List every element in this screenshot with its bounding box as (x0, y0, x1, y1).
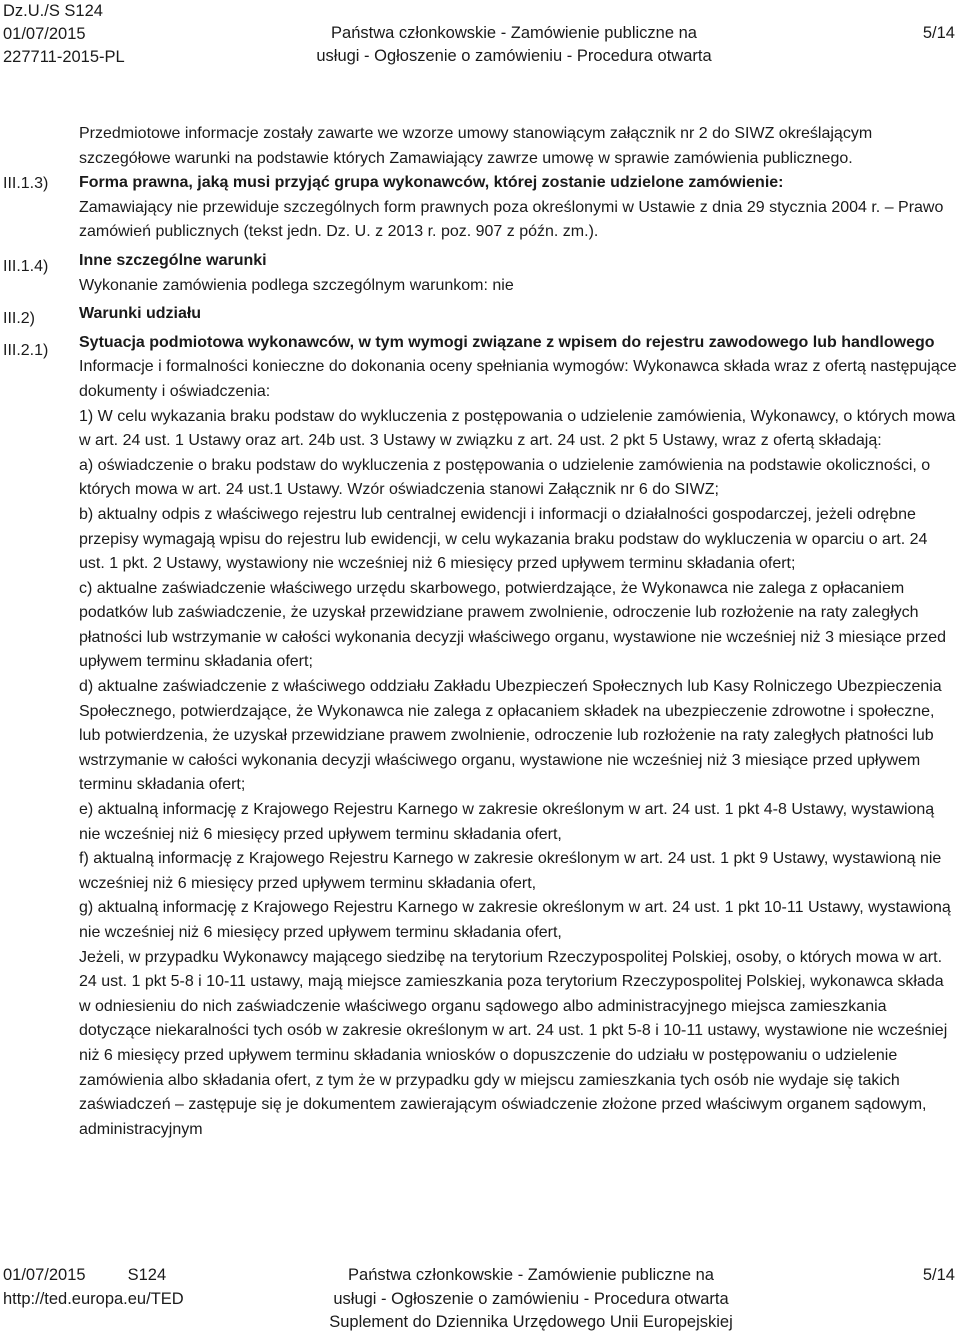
situation-paragraph: Jeżeli, w przypadku Wykonawcy mającego siedzibę na terytorium Rzeczypospolitej Polskiej, osoby, o których mowa w art. 24 ust. 1 pkt 5-8 i 10-11 ustawy, mają miejsce zamieszkania poza terytorium Rzeczypospolitej Polskiej, wykonawca składa w odniesieniu do nich zaświadczenie właściwego organu sądowego albo administracyjnego miejsca zamieszkania dotyczące niekaralności tych osób w zakresie określonym w art. 24 ust. 1 pkt 5-8 i 10-11 ustawy, wystawione nie wcześniej niż 6 miesięcy przed upływem terminu składania wniosków o dopuszczenie do udziału w postępowaniu o udzielenie zamówienia albo składania ofert, z tym że w przypadku gdy w miejscu zamieszkania tych osób nie wydaje się takich zaświadczeń – zastępuje się je dokumentem zawierającym oświadczenie złożone przed właściwym organem sądowym, administracyjnym (79, 948, 948, 1138)
section-number: III.1.4) (3, 258, 49, 275)
section-number: III.2.1) (3, 342, 49, 359)
section-number: III.1.3) (3, 175, 49, 192)
footer-page-number: 5/14 (922, 1266, 955, 1284)
footer-series: S124 (127, 1266, 167, 1284)
situation-heading: Sytuacja podmiotowa wykonawców, w tym wymogi związane z wpisem do rejestru zawodowego lub handlowego (79, 333, 935, 351)
situation-paragraph: b) aktualny odpis z właściwego rejestru lub centralnej ewidencji i informacji o działalności gospodarczej, jeżeli odrębne przepisy wymagają wpisu do rejestru lub ewidencji, w celu wykazania braku podstaw do wykluczenia w oparciu o art. 24 ust. 1 pkt. 2 Ustawy, wystawiony nie wcześniej niż 6 miesięcy przed upływem terminu składania ofert; (79, 505, 928, 573)
situation-paragraph: d) aktualne zaświadczenie z właściwego oddziału Zakładu Ubezpieczeń Społecznych lub Kasy Rolniczego Ubezpieczenia Społecznego, potwierdzające, że Wykonawca nie zalega z opłacaniem składek na ubezpieczenie zdrowotne i społeczne, lub potwierdzenia, że uzyskał przewidziane prawem zwolnienie, odroczenie lub rozłożenie na raty zaległych płatności lub wstrzymanie w całości wykonania decyzji właściwego organu, wystawione nie wcześniej niż 3 miesiące przed upływem terminu składania ofert; (79, 678, 942, 794)
footer-date: 01/07/2015 (3, 1266, 86, 1284)
legal-form-heading: Forma prawna, jaką musi przyjąć grupa wykonawców, której zostanie udzielone zamówienie: (79, 174, 784, 192)
situation-paragraph: Informacje i formalności konieczne do dokonania oceny spełniania wymogów: Wykonawca składa wraz z ofertą następujące dokumenty i oświadczenia: (79, 358, 957, 400)
other-conditions-text: Wykonanie zamówienia podlega szczególnym warunkom: nie (79, 276, 514, 294)
header-page-number: 5/14 (922, 24, 955, 42)
other-conditions-heading: Inne szczególne warunki (79, 251, 267, 269)
header-doc-info (3, 0, 125, 69)
footer-title-line2: usługi - Ogłoszenie o zamówieniu - Procedura otwarta (333, 1289, 729, 1308)
section-number: III.2) (3, 310, 36, 327)
legal-form-text: Zamawiający nie przewiduje szczególnych form prawnych poza określonymi w Ustawie z dnia 29 stycznia 2004 r. – Prawo zamówień publicznych (tekst jedn. Dz. U. z 2013 r. poz. 907 z późn. zm.). (79, 198, 944, 241)
header-date: 01/07/2015 (3, 25, 86, 43)
header-doc-ref: Dz.U./S S124 (3, 2, 103, 20)
header-title-line1: Państwa członkowskie - Zamówienie publiczne na (331, 24, 697, 42)
situation-paragraph: c) aktualne zaświadczenie właściwego urzędu skarbowego, potwierdzające, że Wykonawca nie zalega z opłacaniem podatków lub zaświadczenie, że uzyskał przewidziane prawem zwolnienie, odroczenie lub rozłożenie na raty zaległych płatności lub wstrzymanie w całości wykonania decyzji właściwego organu, wystawione nie wcześniej niż 3 miesiące przed upływem terminu składania ofert; (79, 579, 947, 671)
situation-paragraph: g) aktualną informację z Krajowego Rejestru Karnego w zakresie określonym w art. 24 ust. 1 pkt 10-11 Ustawy, wystawioną nie wcześniej niż 6 miesięcy przed upływem terminu składania ofert, (79, 899, 951, 941)
footer-title-line1: Państwa członkowskie - Zamówienie publiczne na (348, 1266, 714, 1284)
footer-title-line3: Suplement do Dziennika Urzędowego Unii Europejskiej (329, 1313, 733, 1331)
header-title-line2: usługi - Ogłoszenie o zamówieniu - Procedura otwarta (316, 47, 712, 65)
situation-paragraph: e) aktualną informację z Krajowego Rejestru Karnego w zakresie określonym w art. 24 ust. 1 pkt 4-8 Ustawy, wystawioną nie wcześniej niż 6 miesięcy przed upływem terminu składania ofert, (79, 801, 935, 843)
footer-url[interactable]: http://ted.europa.eu/TED (3, 1289, 184, 1308)
situation-paragraph: a) oświadczenie o braku podstaw do wykluczenia z postępowania o udzielenie zamówienia na podstawie okoliczności, o których mowa w art. 24 ust.1 Ustawy. Wzór oświadczenia stanowi Załącznik nr 6 do SIWZ; (79, 456, 931, 499)
header-title (316, 22, 711, 68)
situation-paragraph: f) aktualną informację z Krajowego Rejestru Karnego w zakresie określonym w art. 24 ust. 1 pkt 9 Ustawy, wystawioną nie wcześniej niż 6 miesięcy przed upływem terminu składania ofert, (79, 850, 942, 892)
situation-paragraph: 1) W celu wykazania braku podstaw do wykluczenia z postępowania o udzielenie zamówienia, Wykonawcy, o których mowa w art. 24 ust. 1 Ustawy oraz art. 24b ust. 3 Ustawy w związku z art. 24 ust. 2 pkt 5 Ustawy, wraz z ofertą składają: (79, 407, 956, 450)
participation-heading: Warunki udziału (79, 305, 202, 323)
intro-paragraph: Przedmiotowe informacje zostały zawarte we wzorze umowy stanowiącym załącznik nr 2 do SIWZ określającym szczegółowe warunki na podstawie których Zamawiający zawrze umowę w sprawie zamówienia publicznego. (79, 125, 873, 167)
footer-info (3, 1264, 184, 1311)
footer-title (329, 1264, 733, 1335)
document-body (79, 122, 957, 1142)
header-notice-id: 227711-2015-PL (3, 48, 125, 66)
